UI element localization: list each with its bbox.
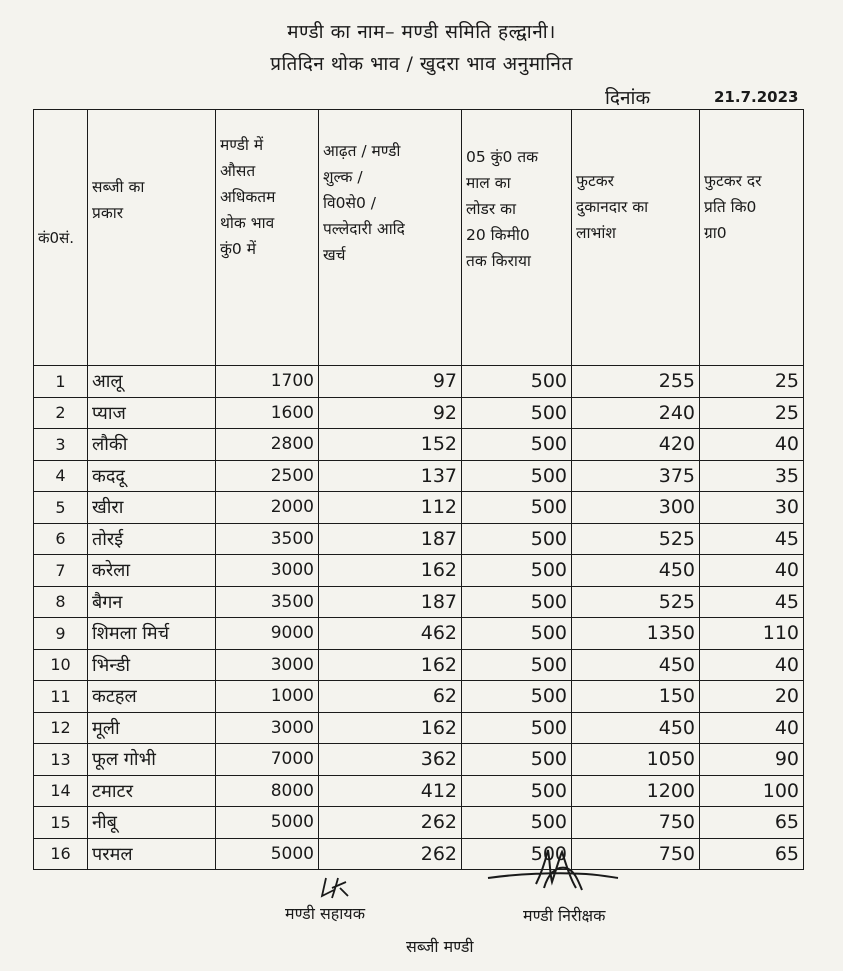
vegetable-name: खीरा xyxy=(88,492,216,524)
col-header-commission: आढ़त / मण्डी शुल्क / वि0से0 / पल्लेदारी आदि खर्च xyxy=(319,110,462,366)
inspector-signature xyxy=(486,844,626,900)
commission-fee: 162 xyxy=(319,712,462,744)
retail-rate: 35 xyxy=(700,460,804,492)
serial-no: 5 xyxy=(34,492,88,524)
commission-fee: 187 xyxy=(319,586,462,618)
table-row xyxy=(34,744,804,776)
retail-rate: 40 xyxy=(700,649,804,681)
retailer-margin: 525 xyxy=(572,523,700,555)
avg-wholesale-price: 5000 xyxy=(216,838,319,870)
serial-no: 14 xyxy=(34,775,88,807)
commission-fee: 162 xyxy=(319,649,462,681)
serial-no: 12 xyxy=(34,712,88,744)
serial-no: 16 xyxy=(34,838,88,870)
price-table xyxy=(33,109,804,870)
assistant-label: मण्डी सहायक xyxy=(285,904,365,923)
header-row xyxy=(34,110,804,366)
commission-fee: 262 xyxy=(319,838,462,870)
table-row xyxy=(34,775,804,807)
retail-rate: 100 xyxy=(700,775,804,807)
avg-wholesale-price: 3000 xyxy=(216,712,319,744)
serial-no: 13 xyxy=(34,744,88,776)
retailer-margin: 150 xyxy=(572,681,700,713)
date-label: दिनांक xyxy=(605,87,651,109)
vegetable-name: बैगन xyxy=(88,586,216,618)
vegetable-name: परमल xyxy=(88,838,216,870)
commission-fee: 137 xyxy=(319,460,462,492)
retail-rate: 25 xyxy=(700,366,804,398)
retail-rate: 25 xyxy=(700,397,804,429)
avg-wholesale-price: 1600 xyxy=(216,397,319,429)
date-value: 21.7.2023 xyxy=(714,88,799,106)
commission-fee: 262 xyxy=(319,807,462,839)
loader-fare: 500 xyxy=(462,618,572,650)
vegetable-name: नीबू xyxy=(88,807,216,839)
loader-fare: 500 xyxy=(462,712,572,744)
commission-fee: 462 xyxy=(319,618,462,650)
commission-fee: 412 xyxy=(319,775,462,807)
serial-no: 1 xyxy=(34,366,88,398)
vegetable-name: कददू xyxy=(88,460,216,492)
loader-fare: 500 xyxy=(462,397,572,429)
loader-fare: 500 xyxy=(462,649,572,681)
retailer-margin: 750 xyxy=(572,807,700,839)
col-header-loader-fare: 05 कुं0 तक माल का लोडर का 20 किमी0 तक किराया xyxy=(462,110,572,366)
serial-no: 15 xyxy=(34,807,88,839)
vegetable-name: फूल गोभी xyxy=(88,744,216,776)
retail-rate: 65 xyxy=(700,807,804,839)
vegetable-name: टमाटर xyxy=(88,775,216,807)
loader-fare: 500 xyxy=(462,523,572,555)
retail-rate: 30 xyxy=(700,492,804,524)
avg-wholesale-price: 3000 xyxy=(216,555,319,587)
vegetable-name: आलू xyxy=(88,366,216,398)
retail-rate: 110 xyxy=(700,618,804,650)
loader-fare: 500 xyxy=(462,492,572,524)
table-row xyxy=(34,681,804,713)
retailer-margin: 255 xyxy=(572,366,700,398)
retailer-margin: 450 xyxy=(572,712,700,744)
retail-rate: 40 xyxy=(700,429,804,461)
serial-no: 3 xyxy=(34,429,88,461)
table-row xyxy=(34,586,804,618)
commission-fee: 162 xyxy=(319,555,462,587)
avg-wholesale-price: 2800 xyxy=(216,429,319,461)
avg-wholesale-price: 3500 xyxy=(216,586,319,618)
loader-fare: 500 xyxy=(462,555,572,587)
avg-wholesale-price: 2000 xyxy=(216,492,319,524)
table-row xyxy=(34,807,804,839)
vegetable-name: शिमला मिर्च xyxy=(88,618,216,650)
vegetable-name: मूली xyxy=(88,712,216,744)
retailer-margin: 300 xyxy=(572,492,700,524)
serial-no: 9 xyxy=(34,618,88,650)
retail-rate: 45 xyxy=(700,523,804,555)
vegetable-name: तोरई xyxy=(88,523,216,555)
table-row xyxy=(34,429,804,461)
retailer-margin: 450 xyxy=(572,555,700,587)
vegetable-name: करेला xyxy=(88,555,216,587)
retailer-margin: 1050 xyxy=(572,744,700,776)
retailer-margin: 1200 xyxy=(572,775,700,807)
col-header-vegetable: सब्जी का प्रकार xyxy=(88,110,216,366)
vegetable-name: प्याज xyxy=(88,397,216,429)
avg-wholesale-price: 1700 xyxy=(216,366,319,398)
inspector-label: मण्डी निरीक्षक xyxy=(523,906,606,925)
retailer-margin: 420 xyxy=(572,429,700,461)
vegetable-name: कटहल xyxy=(88,681,216,713)
table-row xyxy=(34,492,804,524)
retail-rate: 40 xyxy=(700,555,804,587)
serial-no: 11 xyxy=(34,681,88,713)
price-heading: प्रतिदिन थोक भाव / खुदरा भाव अनुमानित xyxy=(270,53,573,75)
avg-wholesale-price: 8000 xyxy=(216,775,319,807)
loader-fare: 500 xyxy=(462,460,572,492)
serial-no: 6 xyxy=(34,523,88,555)
loader-fare: 500 xyxy=(462,744,572,776)
retailer-margin: 1350 xyxy=(572,618,700,650)
commission-fee: 187 xyxy=(319,523,462,555)
retailer-margin: 450 xyxy=(572,649,700,681)
loader-fare: 500 xyxy=(462,807,572,839)
avg-wholesale-price: 3000 xyxy=(216,649,319,681)
retailer-margin: 525 xyxy=(572,586,700,618)
retail-rate: 90 xyxy=(700,744,804,776)
avg-wholesale-price: 5000 xyxy=(216,807,319,839)
table-row xyxy=(34,649,804,681)
table-row xyxy=(34,712,804,744)
mandi-name-heading: मण्डी का नाम– मण्डी समिति हल्द्वानी। xyxy=(287,21,556,43)
table-row xyxy=(34,366,804,398)
avg-wholesale-price: 3500 xyxy=(216,523,319,555)
commission-fee: 97 xyxy=(319,366,462,398)
retailer-margin: 240 xyxy=(572,397,700,429)
assistant-signature xyxy=(316,874,356,904)
avg-wholesale-price: 2500 xyxy=(216,460,319,492)
loader-fare: 500 xyxy=(462,681,572,713)
table-row xyxy=(34,523,804,555)
serial-no: 4 xyxy=(34,460,88,492)
serial-no: 7 xyxy=(34,555,88,587)
col-header-retailer-margin: फुटकर दुकानदार का लाभांश xyxy=(572,110,700,366)
commission-fee: 92 xyxy=(319,397,462,429)
table-row xyxy=(34,397,804,429)
avg-wholesale-price: 1000 xyxy=(216,681,319,713)
loader-fare: 500 xyxy=(462,366,572,398)
col-header-retail-rate: फुटकर दर प्रति कि0 ग्रा0 xyxy=(700,110,804,366)
avg-wholesale-price: 7000 xyxy=(216,744,319,776)
retailer-margin: 375 xyxy=(572,460,700,492)
table-row xyxy=(34,555,804,587)
commission-fee: 112 xyxy=(319,492,462,524)
col-header-avg-wholesale: मण्डी में औसत अधिकतम थोक भाव कुं0 में xyxy=(216,110,319,366)
retail-rate: 65 xyxy=(700,838,804,870)
serial-no: 2 xyxy=(34,397,88,429)
avg-wholesale-price: 9000 xyxy=(216,618,319,650)
vegetable-name: लौकी xyxy=(88,429,216,461)
retail-rate: 40 xyxy=(700,712,804,744)
loader-fare: 500 xyxy=(462,838,572,870)
serial-no: 8 xyxy=(34,586,88,618)
retail-rate: 45 xyxy=(700,586,804,618)
vegetable-name: भिन्डी xyxy=(88,649,216,681)
loader-fare: 500 xyxy=(462,775,572,807)
table-row xyxy=(34,838,804,870)
retailer-margin: 750 xyxy=(572,838,700,870)
loader-fare: 500 xyxy=(462,429,572,461)
loader-fare: 500 xyxy=(462,586,572,618)
retail-rate: 20 xyxy=(700,681,804,713)
commission-fee: 152 xyxy=(319,429,462,461)
commission-fee: 62 xyxy=(319,681,462,713)
table-row xyxy=(34,618,804,650)
vegetable-mandi-label: सब्जी मण्डी xyxy=(406,937,474,956)
col-header-serial: कं0सं. xyxy=(34,110,88,366)
serial-no: 10 xyxy=(34,649,88,681)
table-row xyxy=(34,460,804,492)
commission-fee: 362 xyxy=(319,744,462,776)
